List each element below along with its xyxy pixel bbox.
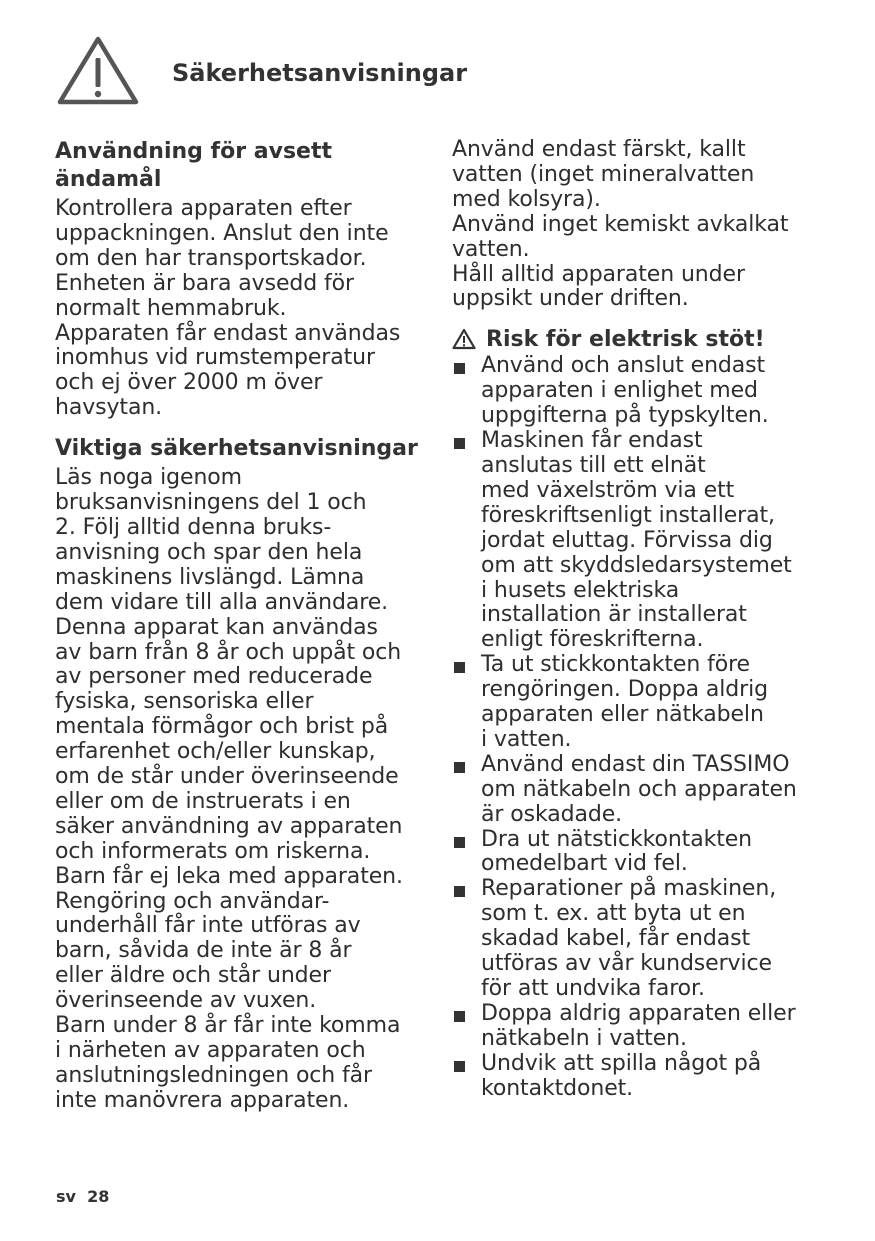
list-item-text: Undvik att spilla något på kontaktdonet. xyxy=(481,1050,762,1101)
list-item-text: Reparationer på maskinen, som t. ex. att byta ut en skadad kabel, får endast utföras av vår kundservice för att undvika faror. xyxy=(481,876,777,1001)
square-bullet-icon xyxy=(454,1011,465,1022)
list-item xyxy=(452,753,827,828)
list-item-text: Doppa aldrig apparaten eller nätkabeln i vatten. xyxy=(481,1000,796,1051)
list-item xyxy=(452,429,827,653)
list-item xyxy=(452,877,827,1002)
list-item xyxy=(452,653,827,753)
electric-shock-warning-list xyxy=(452,354,827,1101)
list-item xyxy=(452,1002,827,1052)
list-item xyxy=(452,828,827,878)
page-number: sv 28 xyxy=(56,1187,110,1206)
list-item xyxy=(452,1052,827,1102)
warning-triangle-icon xyxy=(56,34,140,106)
square-bullet-icon xyxy=(454,363,465,374)
right-column xyxy=(452,138,827,1102)
square-bullet-icon xyxy=(454,837,465,848)
intended-use-text: Kontrollera apparaten efter uppackningen. Anslut den inte om den har transportskador. Enheten är bara avsedd för normalt hemmabruk. Apparaten får endast användas inomhus vid rumstemperatur och ej över 2000 m över havsytan. xyxy=(55,196,401,421)
list-item-text: Dra ut nätstickkontakten omedelbart vid fel. xyxy=(481,826,753,877)
square-bullet-icon xyxy=(454,762,465,773)
list-item-text: Ta ut stickkontakten före rengöringen. Doppa aldrig apparaten eller nätkabeln i vatten. xyxy=(481,652,768,752)
list-item-text: Använd endast din TASSIMO om nätkabeln och apparaten är oskadade. xyxy=(481,751,797,827)
water-instructions-text: Använd endast färskt, kallt vatten (inget mineralvatten med kolsyra). Använd inget kemiskt avkalkat vatten. Håll alltid apparaten under uppsikt under driften. xyxy=(452,137,789,312)
square-bullet-icon xyxy=(454,886,465,897)
electric-shock-warning-heading xyxy=(452,326,827,354)
square-bullet-icon xyxy=(454,438,465,449)
list-item xyxy=(452,354,827,429)
warning-triangle-small-icon xyxy=(452,328,476,350)
list-item-text: Använd och anslut endast apparaten i enlighet med uppgifterna på typskylten. xyxy=(481,353,769,429)
list-item-text: Maskinen får endast anslutas till ett elnät med växelström via ett föreskriftsenligt installerat, jordat eluttag. Förvissa dig om att skyddsledarsystemet i husets elektriska installation är installerat enligt föreskrifterna. xyxy=(481,428,792,653)
important-safety-heading: Viktiga säkerhetsanvisningar xyxy=(55,436,418,462)
square-bullet-icon xyxy=(454,1061,465,1072)
important-safety-text: Läs noga igenom bruksanvisningens del 1 och 2. Följ alltid denna bruks- anvisning och spar den hela maskinens livslängd. Lämna dem vidare till alla användare. Denna apparat kan användas av barn från 8 år och uppåt och av personer med reducerade fysiska, sensoriska eller mentala förmågor och brist på erfarenhet och/eller kunskap, om de står under överinseende eller om de instruerats i en säker användning av apparaten och informerats om riskerna. Barn får ej leka med apparaten. Rengöring och användar- underhåll får inte utföras av barn, såvida de inte är 8 år eller äldre och står under överinseende av vuxen. Barn under 8 år får inte komma i närheten av apparaten och anslutningsledningen och får inte manövrera apparaten. xyxy=(55,465,403,1113)
page-title: Säkerhetsanvisningar xyxy=(172,59,468,87)
left-column xyxy=(55,138,430,1114)
square-bullet-icon xyxy=(454,662,465,673)
page-header xyxy=(56,34,836,114)
intended-use-heading: Användning för avsett ändamål xyxy=(55,139,332,192)
electric-shock-warning-title: Risk för elektrisk stöt! xyxy=(486,327,765,353)
